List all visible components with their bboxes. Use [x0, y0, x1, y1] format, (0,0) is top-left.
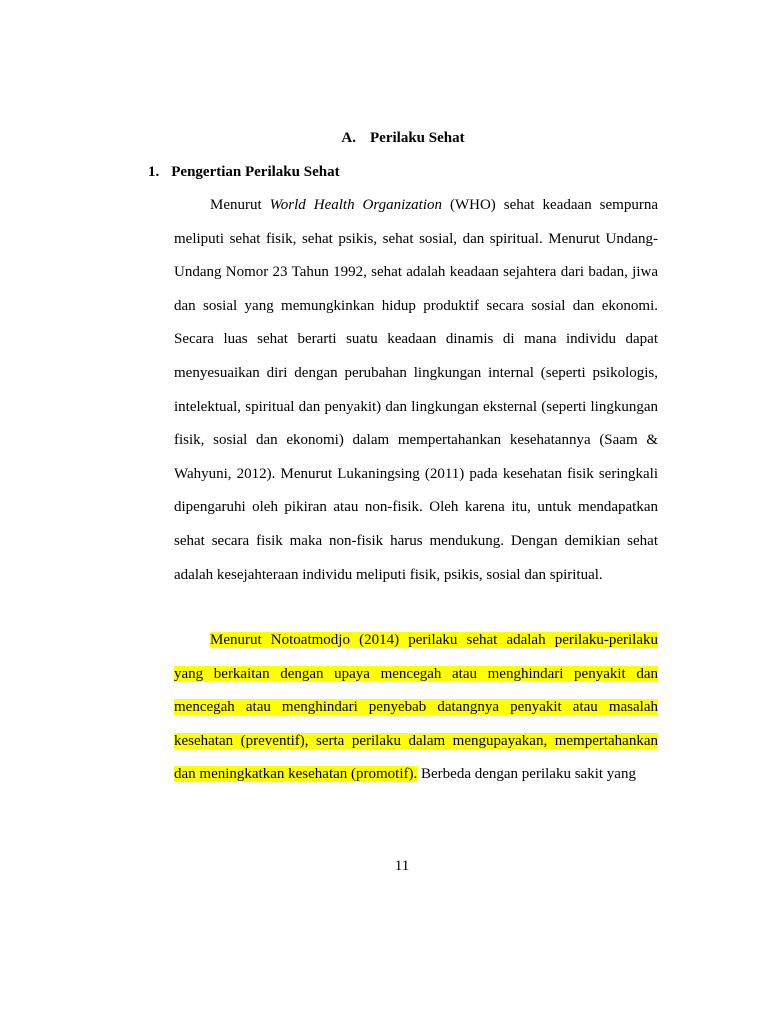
subsection-number: 1. [148, 164, 160, 180]
paragraph-1-intro: Menurut [210, 197, 270, 213]
paragraph-2-text: Berbeda dengan perilaku sakit yang [417, 766, 636, 783]
paragraph-1-emphasis: World Health Organization [269, 197, 442, 213]
section-heading [0, 128, 768, 148]
section-number: A. [341, 130, 356, 146]
section-title: Perilaku Sehat [370, 130, 465, 146]
subsection-title: Pengertian Perilaku Sehat [171, 164, 340, 180]
subsection-heading [148, 162, 340, 182]
highlighted-text: Menurut Notoatmodjo (2014) perilaku sehat adalah perilaku-perilaku yang berkaitan dengan upaya mencegah atau menghindari penyakit dan mencegah atau menghindari penyebab datangnya penyakit atau masalah kesehatan (preventif), serta perilaku dalam mengupayakan, mempertahankan dan meningkatkan kesehatan (promotif). [174, 632, 658, 783]
paragraph-1-text: (WHO) sehat keadaan sempurna meliputi sehat fisik, sehat psikis, sehat sosial, dan spiritual. Menurut Undang-Undang Nomor 23 Tahun 1992, sehat adalah keadaan sejahtera dari badan, jiwa dan sosial yang memungkinkan hidup produktif secara sosial dan ekonomi. Secara luas sehat berarti suatu keadaan dinamis di mana individu dapat menyesuaikan diri dengan perubahan lingkungan internal (seperti psikologis, intelektual, spiritual dan penyakit) dan lingkungan eksternal (seperti lingkungan fisik, sosial dan ekonomi) dalam mempertahankan kesehatannya (Saam & Wahyuni, 2012). Menurut Lukaningsing (2011) pada kesehatan fisik seringkali dipengaruhi oleh pikiran atau non-fisik. Oleh karena itu, untuk mendapatkan sehat secara fisik maka non-fisik harus mendukung. Dengan demikian sehat adalah kesejahteraan individu meliputi fisik, psikis, sosial dan spiritual. [174, 197, 658, 583]
paragraph-2 [174, 624, 658, 792]
page-number: 11 [394, 858, 410, 874]
paragraph-1 [174, 189, 658, 592]
